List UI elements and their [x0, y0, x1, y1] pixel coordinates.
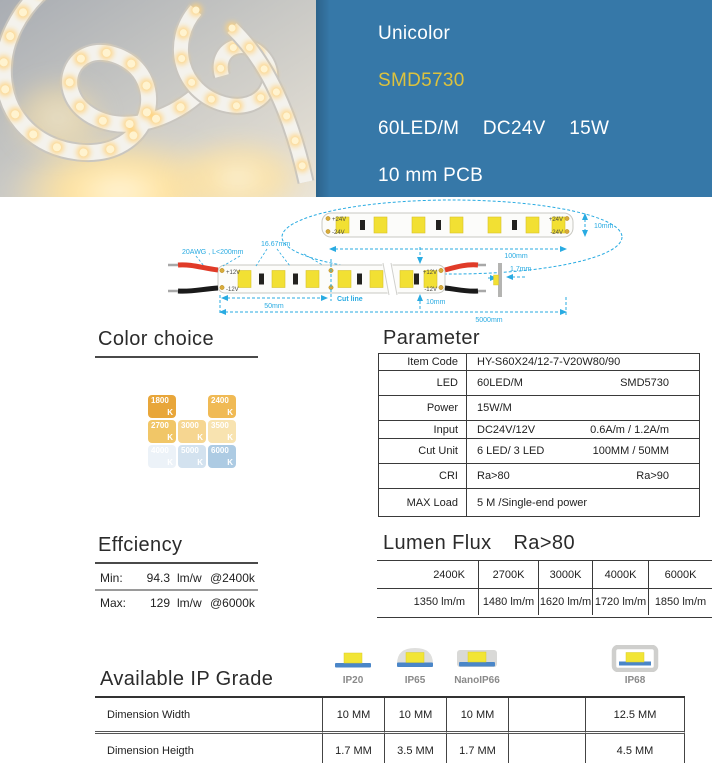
lumen-col-header: 6000K [648, 561, 712, 589]
product-pcb-width: 10 mm PCB [378, 165, 484, 186]
color-swatch-4000k: 4000 K [148, 445, 176, 468]
lumen-flux-table [377, 560, 712, 618]
product-specs [378, 118, 627, 140]
efficiency-min-row: Min: 94.3 lm/w @2400k [100, 571, 255, 585]
lumen-value: 1850 lm/m [648, 589, 712, 615]
efficiency-max-row: Max: 129 lm/w @6000k [100, 596, 255, 610]
led-pitch-label: 16.67mm [261, 241, 291, 248]
lumen-value: 1350 lm/m [413, 596, 465, 608]
spec-led-count: 60LED/M [378, 118, 460, 139]
wire-spec-label: 20AWG , L<200mm [182, 249, 244, 256]
color-swatch-3500k: 3500 K [208, 420, 236, 443]
dimension-row-label: Dimension Heigth [107, 745, 194, 757]
efficiency-title: Effciency [98, 534, 183, 556]
lumen-value: 1720 lm/m [592, 589, 648, 615]
color-swatch-3000k: 3000 K [178, 420, 206, 443]
dimension-value: 10 MM [384, 698, 446, 734]
header-panel [316, 0, 712, 197]
ip-grade-title: Available IP Grade [100, 668, 274, 690]
lumen-col-header: 2700K [478, 561, 538, 589]
lumen-flux-cri: Ra>80 [513, 532, 575, 554]
pad-label-minus24-left: -24V [332, 230, 345, 236]
dimension-value [508, 698, 585, 734]
dimension-table [95, 696, 685, 763]
table-row: LED 60LED/M SMD5730 [379, 371, 700, 396]
parameter-title: Parameter [383, 327, 480, 349]
color-choice-title: Color choice [98, 328, 214, 350]
table-row: Cut Unit 6 LED/ 3 LED 100MM / 50MM [379, 439, 700, 464]
color-swatch-1800k: 1800 K [148, 395, 176, 418]
led-strip-photo-art [0, 0, 316, 197]
nano-ip66-icon [453, 645, 501, 672]
spec-power: 15W [569, 118, 610, 139]
color-swatch-2700k: 2700 K [148, 420, 176, 443]
parameter-table [378, 353, 700, 517]
pad-label-plus24-left: +24V [332, 217, 347, 223]
ip68-icon [611, 645, 659, 672]
table-row: Power 15W/M [379, 396, 700, 421]
dimension-value: 3.5 MM [384, 734, 446, 763]
table-row: Input DC24V/12V 0.6A/m / 1.2A/m [379, 421, 700, 439]
dimension-value: 1.7 MM [322, 734, 384, 763]
ip65-icon [391, 645, 439, 672]
ip20-icon [329, 645, 377, 672]
pad-label-plus12-left: +12V [226, 270, 241, 276]
nano-ip66-label: NanoIP66 [454, 675, 500, 686]
dimension-value: 12.5 MM [585, 698, 685, 734]
main-strip [168, 263, 486, 295]
ip65-label: IP65 [404, 675, 426, 686]
table-row: MAX Load 5 M /Single-end power [379, 489, 700, 517]
dim-pcbwidth-label: 10mm [426, 299, 446, 306]
zoomed-strip [322, 213, 573, 237]
dim-100mm-label: 100mm [504, 253, 528, 260]
efficiency-divider [95, 589, 258, 591]
table-row: Item Code HY-S60X24/12-7-V20W80/90 [379, 354, 700, 371]
pad-label-minus24-right: -24V [550, 230, 563, 236]
lumen-value: 1480 lm/m [478, 589, 538, 615]
color-swatch-6000k: 6000 K [208, 445, 236, 468]
color-choice-underline [95, 356, 258, 358]
color-temperature-swatches [148, 395, 236, 468]
dim-50mm-label: 50mm [264, 303, 284, 310]
table-row: CRI Ra>80 Ra>90 [379, 464, 700, 489]
dim-5000mm-label: 5000mm [475, 317, 503, 324]
color-swatch-2400k: 2400 K [208, 395, 236, 418]
dim-10mm-zoom-label: 10mm [594, 223, 614, 230]
product-model: SMD5730 [378, 70, 465, 91]
spec-voltage: DC24V [482, 118, 546, 139]
dimension-value: 4.5 MM [585, 734, 685, 763]
cut-line-label: Cut line [337, 296, 363, 303]
pad-label-plus24-right: +24V [548, 217, 563, 223]
ip20-label: IP20 [342, 675, 364, 686]
dimension-value: 1.7 MM [446, 734, 508, 763]
strip-dimension-diagram [0, 197, 712, 333]
product-series: Unicolor [378, 23, 451, 44]
dimension-value: 10 MM [446, 698, 508, 734]
dimension-value: 10 MM [322, 698, 384, 734]
dimension-value [508, 734, 585, 763]
lumen-col-header: 3000K [538, 561, 592, 589]
color-swatch-5000k: 5000 K [178, 445, 206, 468]
lumen-value: 1620 lm/m [538, 589, 592, 615]
pad-label-minus12-right: -12V [424, 287, 437, 293]
pad-label-minus12-left: -12V [226, 287, 239, 293]
product-photo [0, 0, 316, 197]
dim-thickness-label: 1.7mm [510, 266, 532, 273]
lumen-col-header: 4000K [592, 561, 648, 589]
color-swatch-blank [178, 395, 206, 418]
dimension-row-label: Dimension Width [95, 698, 322, 734]
lumen-col-header: 2400K [377, 561, 478, 589]
strip-cross-section [488, 263, 532, 297]
ip68-label: IP68 [624, 675, 646, 686]
pad-label-plus12-right: +12V [422, 270, 437, 276]
led-pitch-leaders [256, 249, 290, 266]
efficiency-underline [95, 562, 258, 564]
lumen-flux-title: Lumen Flux Ra>80 [383, 532, 575, 554]
